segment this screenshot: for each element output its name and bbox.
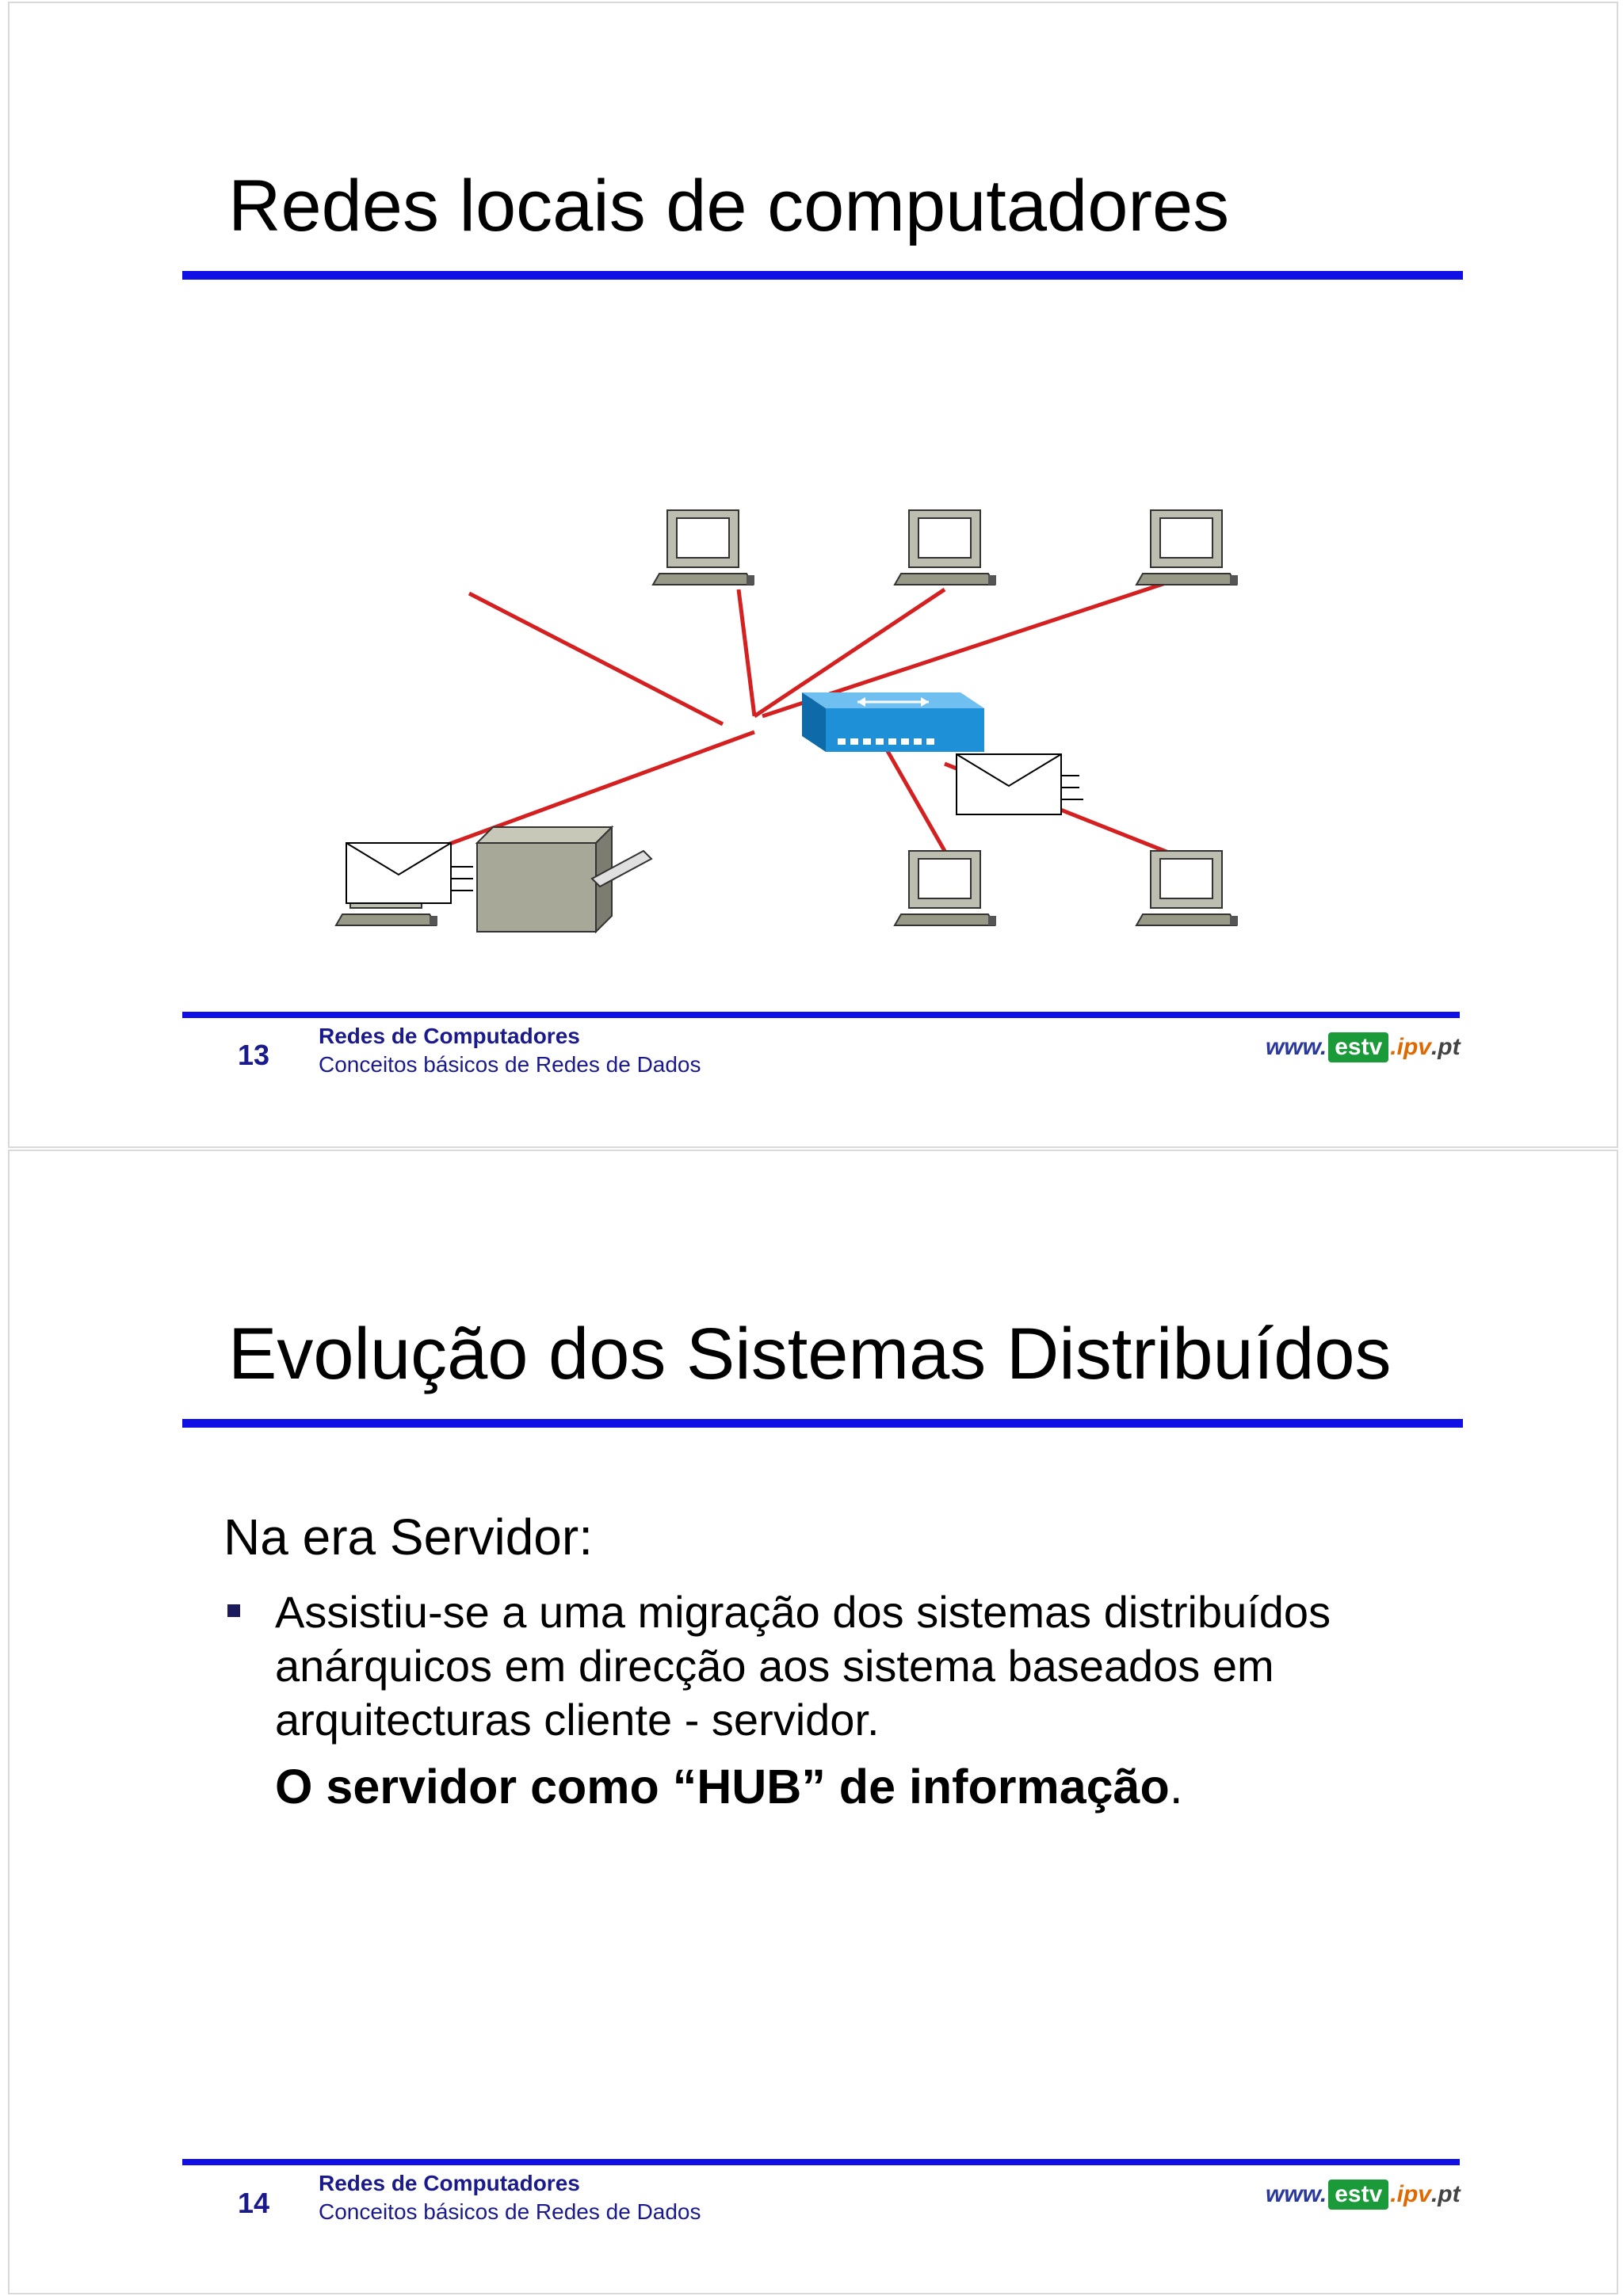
slide-13 xyxy=(8,2,1618,1148)
envelope-icon xyxy=(957,754,1083,814)
computer-icon xyxy=(895,851,996,925)
page-number: 14 xyxy=(238,2187,270,2219)
footer-course: Redes de Computadores xyxy=(319,2171,580,2195)
envelope-icon xyxy=(346,843,473,903)
emphasis-bold: O servidor como “HUB” de informação xyxy=(275,1760,1170,1814)
slide-title: Redes locais de computadores xyxy=(228,166,1230,246)
footer-rule xyxy=(182,1012,1460,1018)
logo-www: www. xyxy=(1266,1034,1327,1060)
bullet-paragraph xyxy=(275,1585,1464,1747)
title-rule xyxy=(182,271,1463,280)
computer-icon xyxy=(1136,510,1238,585)
lead-text: Na era Servidor: xyxy=(223,1508,593,1566)
network-diagram xyxy=(231,320,1277,970)
computer-icon xyxy=(1136,851,1238,925)
link-line xyxy=(881,740,945,851)
computer-icon xyxy=(895,510,996,585)
logo-www: www. xyxy=(1266,2181,1327,2207)
footer-subtitle: Conceitos básicos de Redes de Dados xyxy=(319,1052,701,1077)
footer-rule xyxy=(182,2159,1460,2165)
bullet-line: Assistiu-se a uma migração dos sistemas distribuídos xyxy=(275,1587,1331,1637)
logo-pt: .pt xyxy=(1430,1034,1461,1060)
link-line xyxy=(739,589,754,716)
footer-course: Redes de Computadores xyxy=(319,1024,580,1048)
computer-icon xyxy=(653,510,754,585)
bullet-line: anárquicos em direcção aos sistema baseados em xyxy=(275,1641,1274,1691)
logo-ipv: .ipv xyxy=(1390,2181,1431,2207)
printer-icon xyxy=(477,827,651,932)
logo-estv: estv xyxy=(1328,1032,1388,1062)
logo-pt: .pt xyxy=(1430,2181,1461,2207)
slide-title: Evolução dos Sistemas Distribuídos xyxy=(228,1314,1392,1394)
emphasis-period: . xyxy=(1169,1760,1183,1814)
link-line xyxy=(469,593,723,724)
logo-ipv: .ipv xyxy=(1390,1034,1431,1060)
footer-subtitle: Conceitos básicos de Redes de Dados xyxy=(319,2199,701,2224)
slide-14 xyxy=(8,1150,1618,2294)
estv-logo xyxy=(1266,1028,1461,1066)
hub-icon xyxy=(802,692,984,752)
estv-logo xyxy=(1266,2176,1461,2214)
page-number: 13 xyxy=(238,1039,270,1071)
bullet-square-icon xyxy=(227,1604,240,1617)
network-links xyxy=(398,578,1182,863)
logo-estv: estv xyxy=(1328,2180,1388,2210)
title-rule xyxy=(182,1419,1463,1428)
bullet-line: arquitecturas cliente - servidor. xyxy=(275,1695,880,1745)
emphasis-text xyxy=(275,1760,1183,1814)
